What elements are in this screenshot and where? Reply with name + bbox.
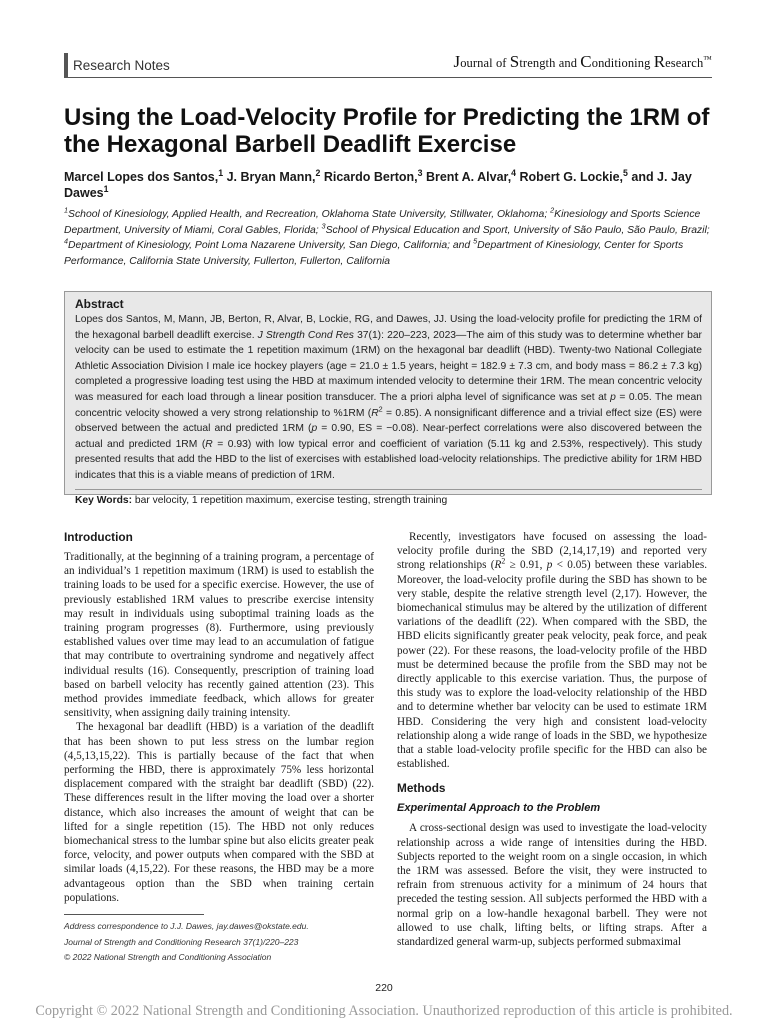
keywords-text: bar velocity, 1 repetition maximum, exercise testing, strength training (132, 494, 448, 506)
body-paragraph: Recently, investigators have focused on assessing the load-velocity profile during the SBD (2,14,17,19) and reported very strong relationships ($R^2 \ge 0.91$, p < 0.05) between these variables. Moreover, the load-velocity profile during the SBD has shown to be very stable, despite the relative strength level (2,17). However, the biomechanical stimulus may be altered by the utilization of different variations of the deadlift (22). When compared with the SBD, the HBD elicits significantly greater peak velocity, peak force, and peak power (22). For these reasons, the load-velocity profile of the HBD must be determined because the profile from the SBD may not be directly applicable to this exercise variation. Thus, the purpose of this study was to explore the load-velocity relationship of the HBD and to determine whether bar velocity can be used to estimate 1RM HBD. Considering the very high and consistent load-velocity relationship along a wide range of loads in the SBD, we hypothesize that a stable load-velocity profile specific for the HBD can also be established. (397, 531, 708, 771)
section-marker-bar (64, 53, 68, 77)
citation-note: Journal of Strength and Conditioning Research 37(1)/220–223 (64, 936, 299, 947)
header-rule (64, 77, 712, 78)
affiliations: $^1$School of Kinesiology, Applied Health, and Recreation, Oklahoma State University, Stillwater, Oklahoma; $^2$Kinesiology and Sports Science Department, University of Miami, Coral Gables, Florida; $^3$School of Physical Education and Sport, University of São Paulo, São Paulo, Brazil; $^4$Department of Kinesiology, Point Loma Nazarene University, San Diego, California; and $^5$Department of Kinesiology, Center for Sports Performance, California State University, Fullerton, Fullerton, California (64, 205, 710, 267)
copyright-watermark: Copyright © 2022 National Strength and Conditioning Association. Unauthorized reproduction of this article is prohibited. (35, 1003, 733, 1019)
author: Marcel Lopes dos Santos,$^1$ (64, 167, 224, 184)
introduction-heading: Introduction (64, 530, 133, 544)
author: Ricardo Berton,$^3$ (320, 167, 423, 184)
correspondence-note: Address correspondence to J.J. Dawes, jay.dawes@okstate.edu. (64, 921, 309, 931)
copyright-note: © 2022 National Strength and Conditioning Association (64, 952, 272, 962)
methods-subheading: Experimental Approach to the Problem (397, 802, 601, 815)
keywords-label: Key Words: (75, 494, 133, 506)
author-list (64, 169, 714, 201)
body-paragraph: A cross-sectional design was used to investigate the load-velocity relationship across a wide range of intensities during the HBD. Subjects reported to the weight room on a single occasion, in which the 1RM was assessed. Before the visit, they were instructed to refrain from strenuous activity for a minimum of 24 hours that preceded the testing session. All subjects performed the HBD with a normal grip on a low-handle hexagonal barbell. They were not allowed to use chalk, lifting belts, or lifting straps. After a standardized general warm-up, subjects performed submaximal (397, 822, 707, 949)
author: Robert G. Lockie,$^5$ (516, 167, 628, 184)
keywords-divider (75, 489, 702, 490)
methods-heading: Methods (397, 781, 446, 796)
section-label: Research Notes (73, 58, 170, 73)
abstract-heading: Abstract (75, 297, 124, 311)
page-number: 220 (375, 982, 393, 994)
author: J. Bryan Mann,$^2$ (223, 167, 321, 184)
body-paragraph: The hexagonal bar deadlift (HBD) is a variation of the deadlift that has been shown to put less stress on the lumbar region (4,5,13,15,22). This is partially because of the fact that when performing the HBD, there is approximately 75% less horizontal displacement compared with the straight bar deadlift (SBD) (22). These differences result in the lifter moving the load over a shorter distance, which also increases the amount of weight that can be lifted for a single repetition (15). The HBD not only reduces biomechanical stress to the lumbar spine but also elicits greater peak force, velocity, and power outputs when compared with the SBD at similar loads (4,15,22). For these reasons, the HBD may be a more advantageous option than the SBD when training certain populations. (64, 721, 374, 904)
paper-title: Using the Load-Velocity Profile for Predicting the 1RM of the Hexagonal Barbell Deadlift Exercise (64, 104, 710, 158)
keywords (75, 494, 702, 508)
right-column (397, 530, 707, 949)
author: Brent A. Alvar,$^4$ (422, 167, 517, 184)
footnotes (64, 919, 384, 966)
journal-name: Journal of Strength and Conditioning Research™ (453, 52, 712, 71)
abstract-text: Lopes dos Santos, M, Mann, JB, Berton, R, Alvar, B, Lockie, RG, and Dawes, JJ. Using the load-velocity profile for predicting the 1RM of the hexagonal barbell deadlift exercise. J Strength Cond Res 37(1): 220–223, 2023—The aim of this study was to determine whether bar velocity can be used to estimate the 1 repetition maximum (1RM) on the hexagonal bar deadlift (HBD). Twenty-two National Collegiate Athletic Association Division I male ice hockey players (age = 21.0 ± 1.5 years, height = 182.9 ± 7.3 cm, and body mass = 86.2 ± 7.3 kg) completed a progressive loading test using the HBD at maximum intended velocity to determine their 1RM. The mean concentric velocity was measured for each load through a linear position transducer. The a priori alpha level of significance was set at p = 0.05. The mean concentric velocity showed a very strong relationship to %1RM $(R^2 = 0.85)$. A nonsignificant difference and a trivial effect size (ES) were observed between the actual and predicted 1RM (p = 0.90, ES = −0.08). Near-perfect correlations were also discovered between the actual and predicted 1RM (R = 0.93) with low typical error and coefficient of variation (5.11 kg and 2.53%, respectively). This study presented results that add the HBD to the list of exercises with established load-velocity relationships. The predictive ability for 1RM HBD indicates that this is a viable means of prediction of 1RM. (75, 314, 703, 481)
left-column (64, 530, 374, 905)
body-paragraph: Traditionally, at the beginning of a training program, a percentage of an individual’s 1 repetition maximum (1RM) is used to establish the training loads to be used for a specific exercise. However, the use of previously established 1RM values to prescribe exercise intensity may result in individuals using suboptimal training loads as the training program progresses (8). Furthermore, using previously established values over time may lead to an accumulation of fatigue that may contribute to overtraining syndrome and negatively affect individual results (16). Consequently, prescription of training load based on barbell velocity has recently gained attention (23). This method provides immediate feedback, which allows for greater sensitivity, when assigning daily training intensity. (64, 551, 374, 720)
abstract-box (64, 291, 712, 506)
author: and J. Jay Dawes$^1$ (64, 170, 692, 200)
footnote-rule (64, 914, 204, 915)
